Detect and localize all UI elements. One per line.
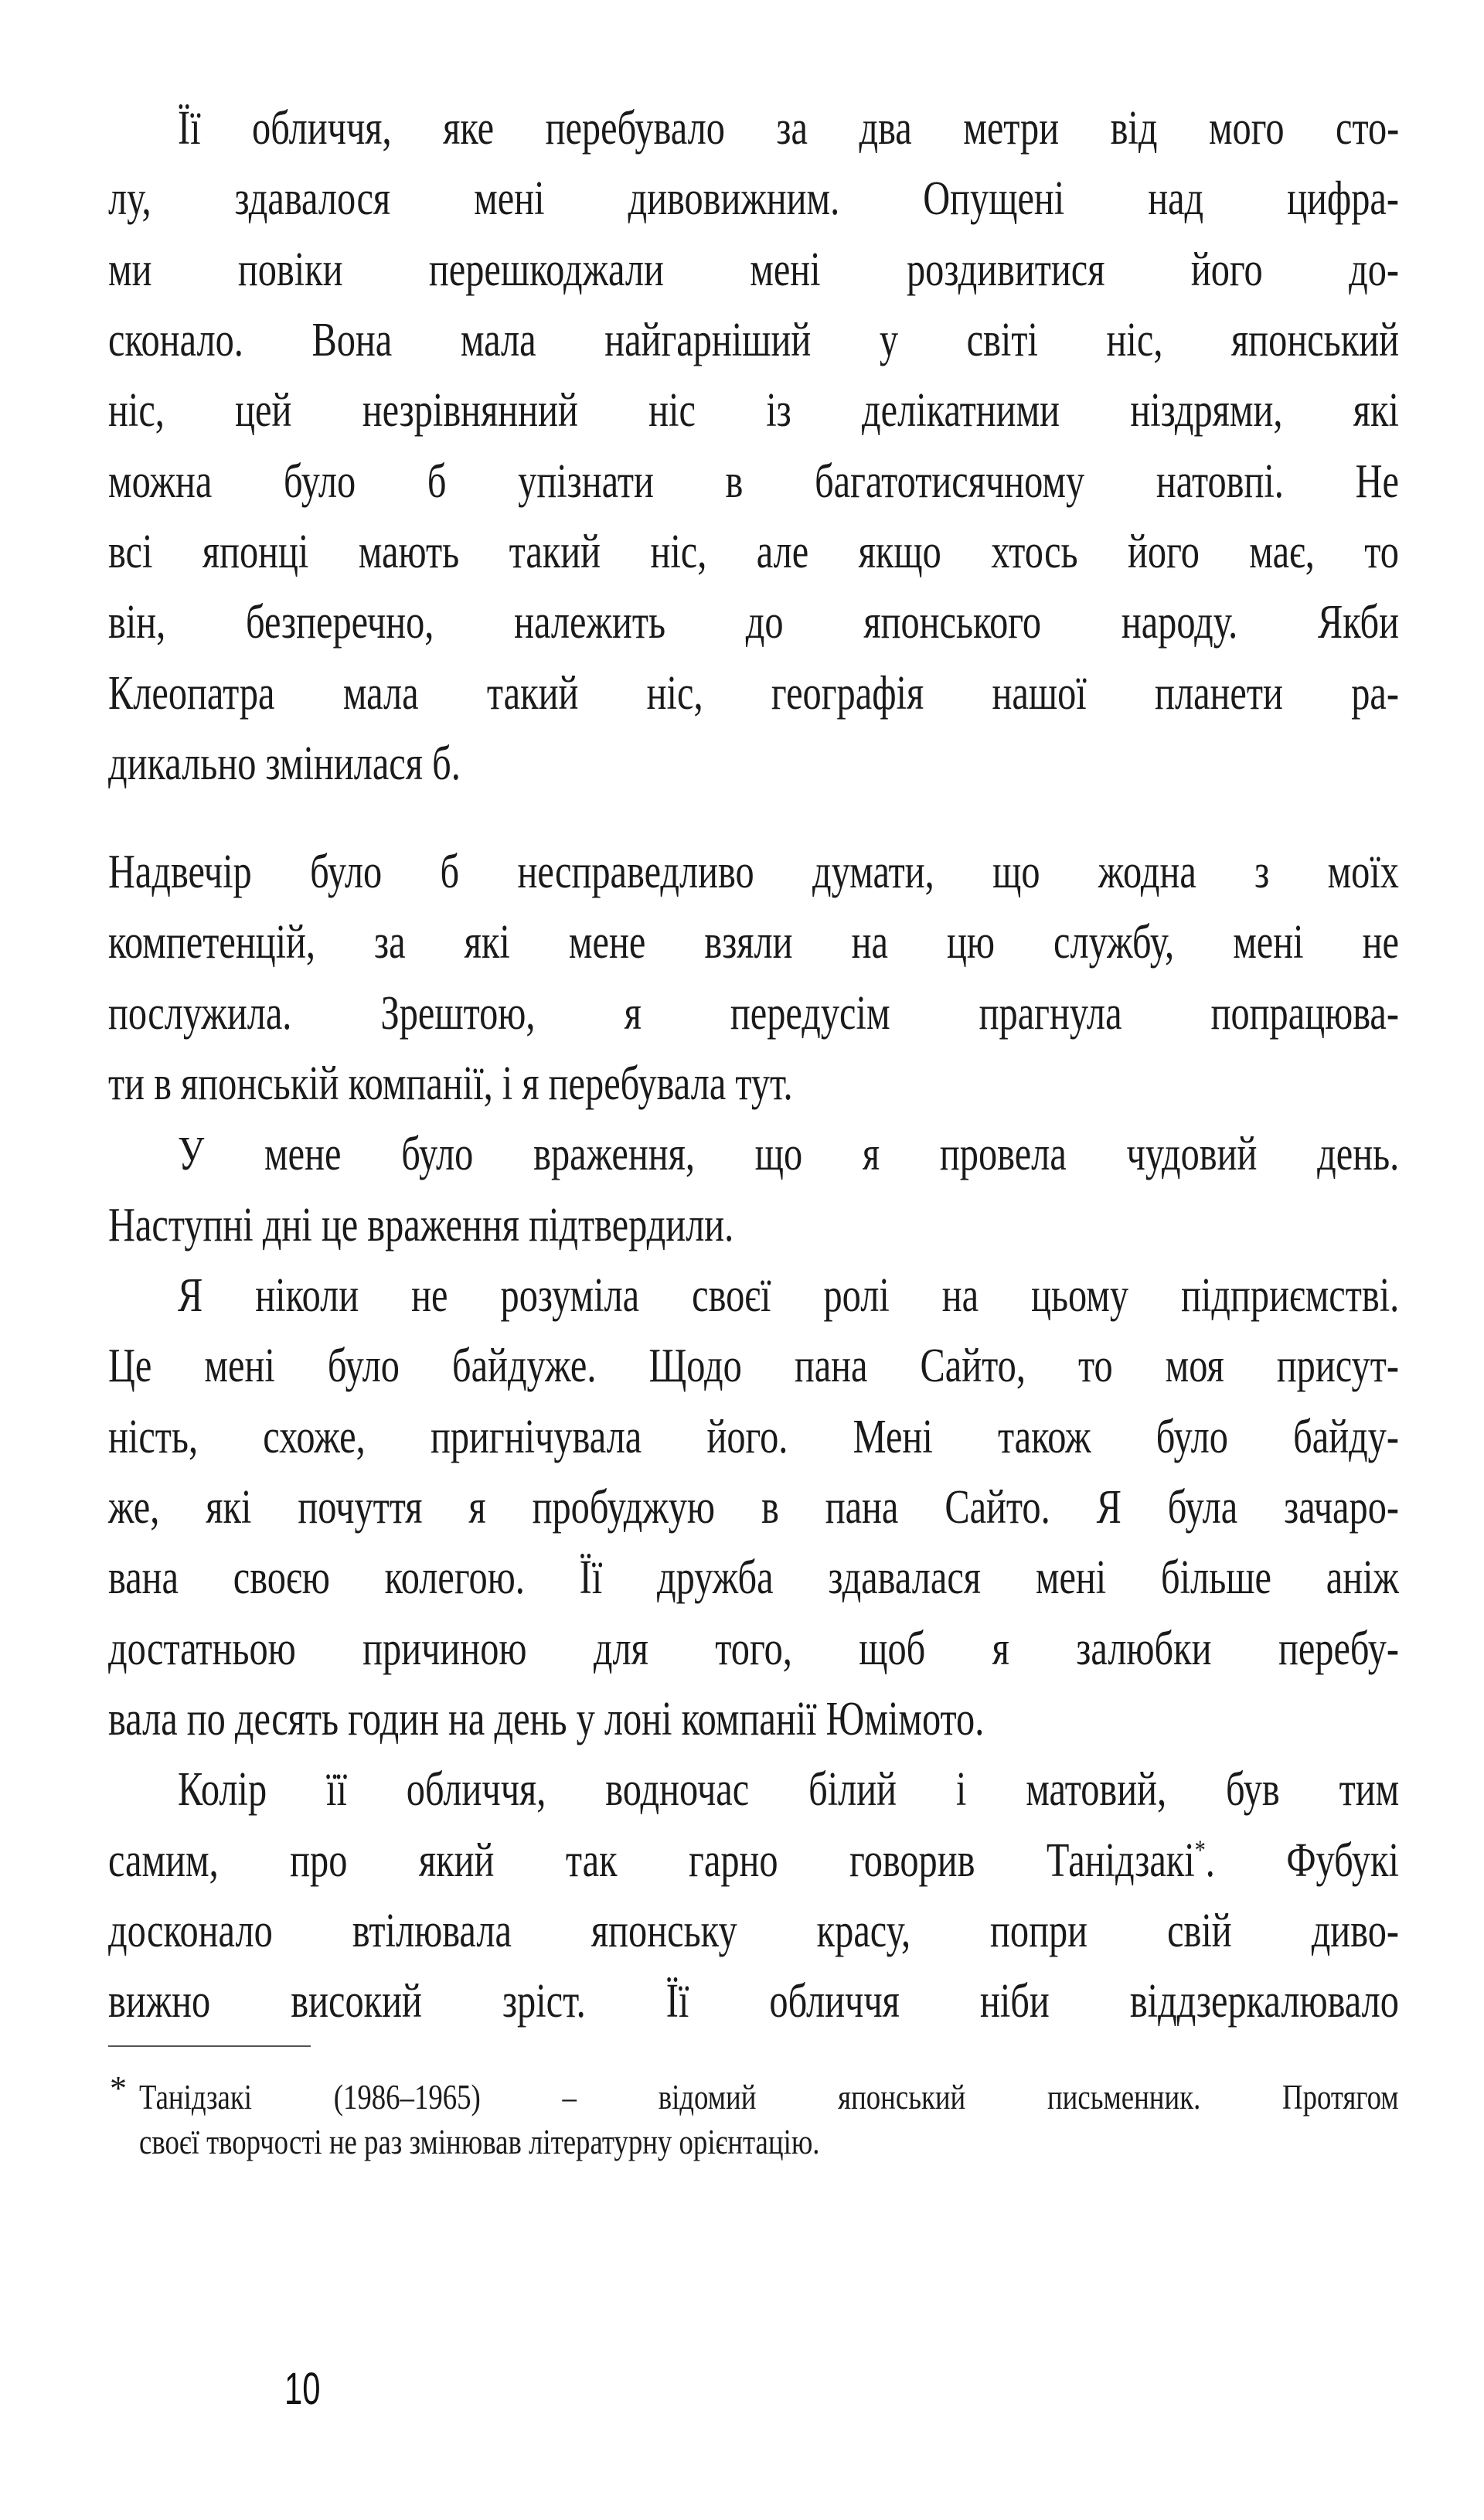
paragraph-5-line-2-text: самим, про який так гарно говорив Танідзакі <box>108 1834 1195 1887</box>
paragraph-4-line-6: достатньою причиною для того, щоб я залюбки перебу- <box>108 1623 1399 1675</box>
paragraph-1-line-2: лу, здавалося мені дивовижним. Опущені над цифра- <box>108 172 1399 225</box>
paragraph-5-line-2-tail: . Фубукі <box>1205 1834 1399 1887</box>
paragraph-1-line-4: сконало. Вона мала найгарніший у світі ніс, японський <box>108 314 1399 366</box>
footnote-line-2: своєї творчості не раз змінював літературну орієнтацію. <box>139 2122 820 2161</box>
footnote-line-1: Танідзакі (1986–1965) – відомий японський письменник. Протягом <box>139 2077 1399 2116</box>
paragraph-4-line-4: же, які почуття я пробуджую в пана Сайто. Я була зачаро- <box>108 1481 1399 1534</box>
paragraph-4-line-7: вала по десять годин на день у лоні компанії Юмімото. <box>108 1693 985 1745</box>
paragraph-1-line-3: ми повіки перешкоджали мені роздивитися його до- <box>108 243 1399 296</box>
paragraph-1-line-1: Її обличчя, яке перебувало за два метри від мого сто- <box>178 102 1400 155</box>
footnote-reference-link[interactable]: * <box>1194 1834 1206 1865</box>
page-number: 10 <box>284 2364 321 2414</box>
paragraph-2-line-3: послужила. Зрештою, я передусім прагнула попрацюва- <box>108 987 1399 1040</box>
paragraph-4-line-3: ність, схоже, пригнічувала його. Мені також було байду- <box>108 1411 1399 1463</box>
paragraph-3-line-1: У мене було враження, що я провела чудовий день. <box>178 1128 1400 1180</box>
paragraph-3-line-2: Наступні дні це враження підтвердили. <box>108 1199 734 1251</box>
paragraph-5-line-2 <box>108 1834 1399 1887</box>
paragraph-4-line-2: Це мені було байдуже. Щодо пана Сайто, то моя присут- <box>108 1340 1399 1392</box>
paragraph-4-line-5: вана своєю колегою. Її дружба здавалася мені більше аніж <box>108 1551 1399 1604</box>
paragraph-4-line-1: Я ніколи не розуміла своєї ролі на цьому підприємстві. <box>178 1269 1400 1322</box>
paragraph-1-line-5: ніс, цей незрівнянний ніс із делікатними ніздрями, які <box>108 384 1399 437</box>
paragraph-1-line-10: дикально змінилася б. <box>108 737 461 790</box>
footnote-marker: * <box>110 2069 127 2107</box>
paragraph-1-line-7: всі японці мають такий ніс, але якщо хтось його має, то <box>108 526 1399 578</box>
paragraph-2-line-4: ти в японській компанії, і я перебувала тут. <box>108 1057 793 1110</box>
paragraph-2-line-2: компетенцій, за які мене взяли на цю службу, мені не <box>108 916 1399 969</box>
paragraph-5-line-4: вижно високий зріст. Її обличчя ніби віддзеркалювало <box>108 1975 1399 2028</box>
book-page <box>108 0 1399 2520</box>
paragraph-2-line-1: Надвечір було б несправедливо думати, що жодна з моїх <box>108 846 1399 898</box>
paragraph-1-line-8: він, безперечно, належить до японського народу. Якби <box>108 596 1399 649</box>
paragraph-5-line-1: Колір її обличчя, водночас білий і матовий, був тим <box>178 1763 1400 1816</box>
paragraph-1-line-6: можна було б упізнати в багатотисячному натовпі. Не <box>108 455 1399 508</box>
footnote-divider <box>108 2045 311 2047</box>
paragraph-1-line-9: Клеопатра мала такий ніс, географія нашої планети ра- <box>108 667 1399 720</box>
paragraph-5-line-3: досконало втілювала японську красу, попри свій диво- <box>108 1905 1399 1957</box>
